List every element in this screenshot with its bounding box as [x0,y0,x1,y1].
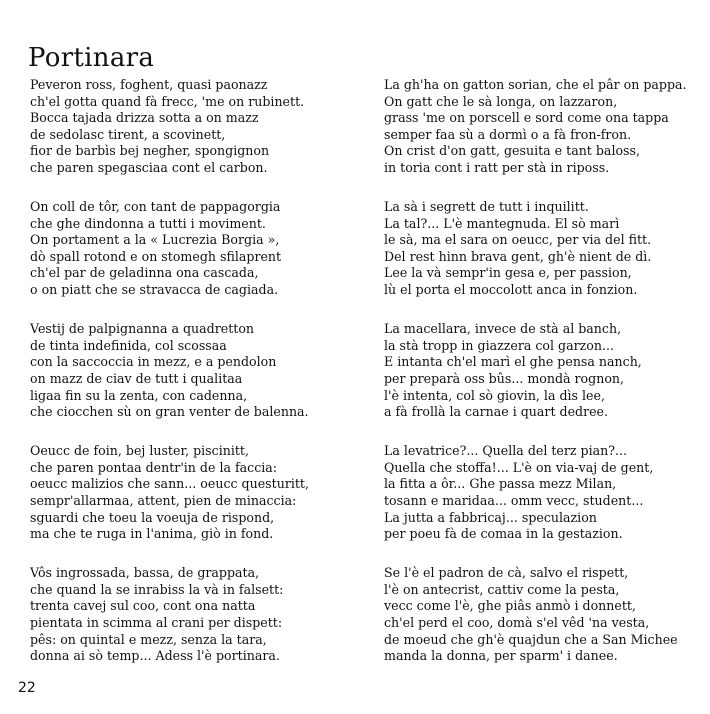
verse-line: grass 'me on porscell e sord come ona tappa [384,110,669,126]
verse-line: manda la donna, per sparm' i danee. [384,648,618,664]
verse-line: che ciocchen sù on gran venter de balenna. [30,404,309,420]
verse-line: Vestij de palpignanna a quadretton [30,321,255,337]
verse-line: de tinta indefinida, col scossaa [30,337,227,353]
verse-line: con la saccoccia in mezz, e a pendolon [30,354,277,370]
verse-line: On coll de tôr, con tant de pappagorgia [30,199,281,215]
stanza [30,443,350,543]
verse-line: pês: on quintal e mezz, senza la tara, [30,631,267,647]
verse-line: ma che te ruga in l'anima, giò in fond. [30,526,274,542]
verse-line: che paren pontaa dentr'in de la faccia: [30,459,278,475]
poem-title: Portinara [28,43,155,74]
verse-line: de sedolasc tirent, a scovinett, [30,126,226,142]
stanza [30,321,350,421]
verse-line: Quella che stoffa!... L'è on via-vaj de gent, [384,459,654,475]
verse-line: l'è on antecrist, cattiv come la pesta, [384,581,620,597]
verse-line: Del rest hinn brava gent, gh'è nient de dì. [384,248,652,264]
verse-line: l'è intenta, col sò giovin, la dìs lee, [384,387,605,403]
verse-line: La jutta a fabbricaj... speculazion [384,509,597,525]
right-column [384,77,704,687]
verse-line: ch'el gotta quand fà frecc, 'me on rubinett. [30,93,305,109]
verse-line: donna ai sò temp... Adess l'è portinara. [30,648,280,664]
verse-line: ch'el perd el coo, domà s'el vêd 'na vesta, [384,615,650,631]
verse-line: che paren spegasciaa cont el carbon. [30,159,268,175]
stanza [384,77,704,177]
verse-line: La tal?... L'è mantegnuda. El sò marì [384,215,620,231]
stanza [384,321,704,421]
verse-line: On crist d'on gatt, gesuita e tant baloss, [384,143,640,159]
verse-line: ch'el par de geladinna ona cascada, [30,265,259,281]
stanza [384,443,704,543]
verse-line: On gatt che le sà longa, on lazzaron, [384,93,618,109]
verse-line: Bocca tajada drizza sotta a on mazz [30,110,259,126]
verse-line: La gh'ha on gatton sorian, che el pâr on pappa. [384,77,687,92]
verse-line: on mazz de ciav de tutt i qualitaa [30,370,243,386]
verse-line: o on piatt che se stravacca de cagiada. [30,282,279,298]
verse-line: per poeu fà de comaa in la gestazion. [384,526,623,542]
verse-line: La sà i segrett de tutt i inquilitt. [384,199,589,215]
verse-line: Lee la và sempr'in gesa e, per passion, [384,265,632,281]
stanza [30,199,350,299]
verse-line: sempr'allarmaa, attent, pien de minaccia: [30,492,297,508]
verse-line: sguardi che toeu la voeuja de rispond, [30,509,275,525]
stanza [384,199,704,299]
verse-line: semper faa sù a dormì o a fà fron-fron. [384,126,632,142]
verse-line: trenta cavej sul coo, cont ona natta [30,598,256,614]
stanza [30,77,350,177]
verse-line: fior de barbìs bej negher, spongignon [30,143,270,159]
verse-line: in toria cont i ratt per stà in riposs. [384,159,610,175]
left-column [30,77,350,687]
verse-line: che ghe dindonna a tutti i moviment. [30,215,266,231]
verse-line: dò spall rotond e on stomegh sfilaprent [30,248,282,264]
verse-line: che quand la se inrabiss la và in falsett: [30,581,284,597]
page-number: 22 [18,680,36,696]
verse-line: de moeud che gh'è quajdun che a San Michee [384,631,678,647]
verse-line: la stà tropp in giazzera col garzon... [384,337,614,353]
verse-line: E intanta ch'el marì el ghe pensa nanch, [384,354,642,370]
verse-line: tosann e maridaa... omm vecc, student... [384,492,644,508]
stanza [30,565,350,665]
verse-line: oeucc malizios che sann... oeucc questuritt, [30,476,309,492]
verse-line: a fà frollà la carnae i quart dedree. [384,404,609,420]
verse-line: Oeucc de foin, bej luster, piscinitt, [30,443,249,459]
verse-line: Peveron ross, foghent, quasi paonazz [30,77,268,92]
verse-line: Se l'è el padron de cà, salvo el rispett, [384,565,629,581]
verse-line: ligaa fin su la zenta, con cadenna, [30,387,248,403]
verse-line: On portament a la « Lucrezia Borgia », [30,232,280,248]
verse-line: vecc come l'è, ghe piâs anmò i donnett, [384,598,636,614]
verse-line: La macellara, invece de stà al banch, [384,321,622,337]
verse-line: la fitta a ôr... Ghe passa mezz Milan, [384,476,617,492]
verse-line: per preparà oss bûs... mondà rognon, [384,370,625,386]
verse-line: lù el porta el moccolott anca in fonzion. [384,282,638,298]
verse-line: Vôs ingrossada, bassa, de grappata, [30,565,260,581]
stanza [384,565,704,665]
verse-line: le sà, ma el sara on oeucc, per via del fitt. [384,232,652,248]
verse-line: La levatrice?... Quella del terz pian?... [384,443,628,459]
verse-line: pientata in scimma al crani per dispett: [30,615,283,631]
